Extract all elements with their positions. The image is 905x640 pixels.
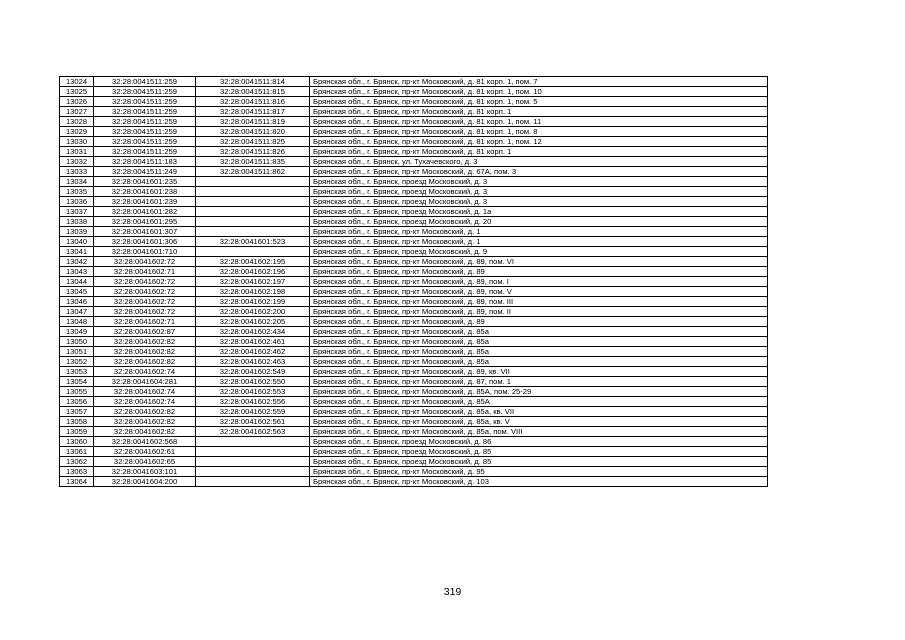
address-cell: Брянская обл., г. Брянск, пр-кт Московский, д. 67А, пом. 3	[310, 167, 768, 177]
address-cell: Брянская обл., г. Брянск, проезд Московский, д. 3	[310, 177, 768, 187]
cadastral-object-cell: 32:28:0041602:550	[196, 377, 310, 387]
cadastral-parcel-cell: 32:28:0041601:239	[94, 197, 196, 207]
address-cell: Брянская обл., г. Брянск, проезд Московский, д. 3	[310, 187, 768, 197]
table-row	[60, 367, 768, 377]
row-number-cell: 13027	[60, 107, 94, 117]
cadastral-parcel-cell: 32:28:0041602:87	[94, 327, 196, 337]
table-row	[60, 267, 768, 277]
row-number-cell: 13059	[60, 427, 94, 437]
cadastral-parcel-cell: 32:28:0041601:307	[94, 227, 196, 237]
row-number-cell: 13029	[60, 127, 94, 137]
address-cell: Брянская обл., г. Брянск, пр-кт Московский, д. 85а	[310, 357, 768, 367]
address-cell: Брянская обл., г. Брянск, пр-кт Московский, д. 85а	[310, 347, 768, 357]
cadastral-object-cell: 32:28:0041602:198	[196, 287, 310, 297]
address-cell: Брянская обл., г. Брянск, пр-кт Московский, д. 89, пом. V	[310, 287, 768, 297]
cadastral-parcel-cell: 32:28:0041511:259	[94, 97, 196, 107]
table-row	[60, 407, 768, 417]
cadastral-object-cell: 32:28:0041602:556	[196, 397, 310, 407]
cadastral-object-cell	[196, 187, 310, 197]
cadastral-parcel-cell: 32:28:0041602:74	[94, 387, 196, 397]
cadastral-parcel-cell: 32:28:0041602:72	[94, 297, 196, 307]
cadastral-object-cell	[196, 247, 310, 257]
table-row	[60, 197, 768, 207]
table-row	[60, 97, 768, 107]
cadastral-object-cell: 32:28:0041602:561	[196, 417, 310, 427]
row-number-cell: 13055	[60, 387, 94, 397]
cadastral-object-cell: 32:28:0041511:820	[196, 127, 310, 137]
cadastral-parcel-cell: 32:28:0041511:259	[94, 127, 196, 137]
table-row	[60, 157, 768, 167]
table-row	[60, 397, 768, 407]
cadastral-parcel-cell: 32:28:0041602:72	[94, 257, 196, 267]
cadastral-parcel-cell: 32:28:0041511:259	[94, 117, 196, 127]
row-number-cell: 13026	[60, 97, 94, 107]
cadastral-parcel-cell: 32:28:0041511:249	[94, 167, 196, 177]
cadastral-object-cell: 32:28:0041602:434	[196, 327, 310, 337]
cadastral-parcel-cell: 32:28:0041601:295	[94, 217, 196, 227]
cadastral-parcel-cell: 32:28:0041602:65	[94, 457, 196, 467]
cadastral-object-cell	[196, 177, 310, 187]
cadastral-object-cell: 32:28:0041511:814	[196, 77, 310, 87]
cadastral-parcel-cell: 32:28:0041602:61	[94, 447, 196, 457]
table-row	[60, 347, 768, 357]
row-number-cell: 13039	[60, 227, 94, 237]
cadastral-parcel-cell: 32:28:0041601:282	[94, 207, 196, 217]
cadastral-parcel-cell: 32:28:0041604:200	[94, 477, 196, 487]
row-number-cell: 13028	[60, 117, 94, 127]
address-cell: Брянская обл., г. Брянск, пр-кт Московский, д. 81 корп. 1, пом. 8	[310, 127, 768, 137]
cadastral-parcel-cell: 32:28:0041602:568	[94, 437, 196, 447]
address-cell: Брянская обл., г. Брянск, пр-кт Московский, д. 103	[310, 477, 768, 487]
cadastral-parcel-cell: 32:28:0041604:281	[94, 377, 196, 387]
table-row	[60, 107, 768, 117]
cadastral-parcel-cell: 32:28:0041511:259	[94, 107, 196, 117]
address-cell: Брянская обл., г. Брянск, проезд Московский, д. 20	[310, 217, 768, 227]
row-number-cell: 13032	[60, 157, 94, 167]
registry-table	[59, 76, 768, 487]
cadastral-parcel-cell: 32:28:0041601:238	[94, 187, 196, 197]
address-cell: Брянская обл., г. Брянск, проезд Московский, д. 85	[310, 447, 768, 457]
address-cell: Брянская обл., г. Брянск, пр-кт Московский, д. 85а	[310, 327, 768, 337]
address-cell: Брянская обл., г. Брянск, пр-кт Московский, д. 81 корп. 1, пом. 11	[310, 117, 768, 127]
cadastral-object-cell: 32:28:0041602:196	[196, 267, 310, 277]
table-row	[60, 177, 768, 187]
cadastral-parcel-cell: 32:28:0041602:82	[94, 417, 196, 427]
address-cell: Брянская обл., г. Брянск, пр-кт Московский, д. 89, кв. VII	[310, 367, 768, 377]
row-number-cell: 13062	[60, 457, 94, 467]
cadastral-parcel-cell: 32:28:0041603:101	[94, 467, 196, 477]
cadastral-parcel-cell: 32:28:0041602:82	[94, 407, 196, 417]
row-number-cell: 13036	[60, 197, 94, 207]
cadastral-parcel-cell: 32:28:0041602:72	[94, 287, 196, 297]
table-row	[60, 337, 768, 347]
row-number-cell: 13052	[60, 357, 94, 367]
cadastral-object-cell	[196, 437, 310, 447]
table-row	[60, 287, 768, 297]
cadastral-parcel-cell: 32:28:0041602:72	[94, 307, 196, 317]
cadastral-object-cell: 32:28:0041511:862	[196, 167, 310, 177]
address-cell: Брянская обл., г. Брянск, пр-кт Московский, д. 85А, пом. 25-29	[310, 387, 768, 397]
address-cell: Брянская обл., г. Брянск, пр-кт Московский, д. 81 корп. 1, пом. 10	[310, 87, 768, 97]
address-cell: Брянская обл., г. Брянск, проезд Московский, д. 1а	[310, 207, 768, 217]
table-row	[60, 207, 768, 217]
row-number-cell: 13044	[60, 277, 94, 287]
cadastral-object-cell: 32:28:0041602:559	[196, 407, 310, 417]
table-row	[60, 377, 768, 387]
address-cell: Брянская обл., г. Брянск, пр-кт Московский, д. 87, пом. 1	[310, 377, 768, 387]
row-number-cell: 13042	[60, 257, 94, 267]
table-row	[60, 437, 768, 447]
row-number-cell: 13063	[60, 467, 94, 477]
table-row	[60, 147, 768, 157]
cadastral-parcel-cell: 32:28:0041602:82	[94, 427, 196, 437]
address-cell: Брянская обл., г. Брянск, пр-кт Московский, д. 89, пом. I	[310, 277, 768, 287]
cadastral-object-cell: 32:28:0041602:195	[196, 257, 310, 267]
address-cell: Брянская обл., г. Брянск, проезд Московский, д. 3	[310, 197, 768, 207]
cadastral-object-cell	[196, 227, 310, 237]
cadastral-object-cell	[196, 447, 310, 457]
cadastral-object-cell: 32:28:0041602:200	[196, 307, 310, 317]
row-number-cell: 13057	[60, 407, 94, 417]
cadastral-object-cell: 32:28:0041511:817	[196, 107, 310, 117]
cadastral-object-cell: 32:28:0041602:563	[196, 427, 310, 437]
table-row	[60, 447, 768, 457]
row-number-cell: 13050	[60, 337, 94, 347]
row-number-cell: 13030	[60, 137, 94, 147]
row-number-cell: 13049	[60, 327, 94, 337]
cadastral-parcel-cell: 32:28:0041601:710	[94, 247, 196, 257]
address-cell: Брянская обл., г. Брянск, пр-кт Московский, д. 85а, пом. VIII	[310, 427, 768, 437]
cadastral-object-cell: 32:28:0041602:462	[196, 347, 310, 357]
row-number-cell: 13061	[60, 447, 94, 457]
cadastral-object-cell: 32:28:0041511:835	[196, 157, 310, 167]
address-cell: Брянская обл., г. Брянск, проезд Московский, д. 86	[310, 437, 768, 447]
row-number-cell: 13060	[60, 437, 94, 447]
cadastral-object-cell: 32:28:0041511:825	[196, 137, 310, 147]
cadastral-object-cell	[196, 217, 310, 227]
address-cell: Брянская обл., г. Брянск, ул. Тухачевского, д. 3	[310, 157, 768, 167]
row-number-cell: 13045	[60, 287, 94, 297]
row-number-cell: 13054	[60, 377, 94, 387]
row-number-cell: 13033	[60, 167, 94, 177]
table-row	[60, 457, 768, 467]
address-cell: Брянская обл., г. Брянск, пр-кт Московский, д. 85а, кв. VII	[310, 407, 768, 417]
cadastral-object-cell: 32:28:0041602:205	[196, 317, 310, 327]
row-number-cell: 13048	[60, 317, 94, 327]
address-cell: Брянская обл., г. Брянск, пр-кт Московский, д. 89, пом. II	[310, 307, 768, 317]
cadastral-parcel-cell: 32:28:0041602:82	[94, 337, 196, 347]
cadastral-object-cell	[196, 467, 310, 477]
row-number-cell: 13037	[60, 207, 94, 217]
row-number-cell: 13041	[60, 247, 94, 257]
address-cell: Брянская обл., г. Брянск, пр-кт Московский, д. 89	[310, 317, 768, 327]
cadastral-parcel-cell: 32:28:0041602:74	[94, 397, 196, 407]
address-cell: Брянская обл., г. Брянск, пр-кт Московский, д. 81 корп. 1	[310, 107, 768, 117]
cadastral-parcel-cell: 32:28:0041602:82	[94, 347, 196, 357]
cadastral-parcel-cell: 32:28:0041601:235	[94, 177, 196, 187]
table-row	[60, 117, 768, 127]
address-cell: Брянская обл., г. Брянск, пр-кт Московский, д. 81 корп. 1	[310, 147, 768, 157]
table-row	[60, 87, 768, 97]
page-number: 319	[443, 586, 462, 598]
cadastral-object-cell: 32:28:0041511:826	[196, 147, 310, 157]
cadastral-object-cell	[196, 207, 310, 217]
cadastral-object-cell: 32:28:0041602:461	[196, 337, 310, 347]
cadastral-parcel-cell: 32:28:0041602:71	[94, 267, 196, 277]
table-row	[60, 317, 768, 327]
row-number-cell: 13031	[60, 147, 94, 157]
cadastral-parcel-cell: 32:28:0041511:259	[94, 77, 196, 87]
cadastral-parcel-cell: 32:28:0041511:259	[94, 137, 196, 147]
row-number-cell: 13040	[60, 237, 94, 247]
cadastral-object-cell	[196, 197, 310, 207]
table-row	[60, 297, 768, 307]
address-cell: Брянская обл., г. Брянск, пр-кт Московский, д. 81 корп. 1, пом. 12	[310, 137, 768, 147]
cadastral-object-cell: 32:28:0041511:819	[196, 117, 310, 127]
table-row	[60, 327, 768, 337]
table-row	[60, 227, 768, 237]
cadastral-object-cell: 32:28:0041601:523	[196, 237, 310, 247]
cadastral-object-cell: 32:28:0041602:549	[196, 367, 310, 377]
row-number-cell: 13025	[60, 87, 94, 97]
table-row	[60, 247, 768, 257]
cadastral-object-cell: 32:28:0041511:815	[196, 87, 310, 97]
cadastral-parcel-cell: 32:28:0041601:306	[94, 237, 196, 247]
table-row	[60, 257, 768, 267]
row-number-cell: 13034	[60, 177, 94, 187]
row-number-cell: 13038	[60, 217, 94, 227]
address-cell: Брянская обл., г. Брянск, проезд Московский, д. 85	[310, 457, 768, 467]
row-number-cell: 13046	[60, 297, 94, 307]
address-cell: Брянская обл., г. Брянск, пр-кт Московский, д. 81 корп. 1, пом. 7	[310, 77, 768, 87]
row-number-cell: 13053	[60, 367, 94, 377]
registry-table-body	[60, 77, 768, 487]
table-row	[60, 307, 768, 317]
address-cell: Брянская обл., г. Брянск, пр-кт Московский, д. 1	[310, 227, 768, 237]
address-cell: Брянская обл., г. Брянск, пр-кт Московский, д. 85а	[310, 337, 768, 347]
table-row	[60, 77, 768, 87]
cadastral-parcel-cell: 32:28:0041511:183	[94, 157, 196, 167]
address-cell: Брянская обл., г. Брянск, проезд Московский, д. 9	[310, 247, 768, 257]
address-cell: Брянская обл., г. Брянск, пр-кт Московский, д. 1	[310, 237, 768, 247]
row-number-cell: 13064	[60, 477, 94, 487]
address-cell: Брянская обл., г. Брянск, пр-кт Московский, д. 95	[310, 467, 768, 477]
table-row	[60, 427, 768, 437]
cadastral-object-cell: 32:28:0041602:553	[196, 387, 310, 397]
cadastral-object-cell	[196, 457, 310, 467]
cadastral-parcel-cell: 32:28:0041602:72	[94, 277, 196, 287]
cadastral-object-cell: 32:28:0041511:816	[196, 97, 310, 107]
cadastral-object-cell: 32:28:0041602:197	[196, 277, 310, 287]
cadastral-parcel-cell: 32:28:0041511:259	[94, 147, 196, 157]
address-cell: Брянская обл., г. Брянск, пр-кт Московский, д. 81 корп. 1, пом. 5	[310, 97, 768, 107]
table-row	[60, 467, 768, 477]
table-row	[60, 277, 768, 287]
table-row	[60, 217, 768, 227]
table-row	[60, 127, 768, 137]
table-row	[60, 357, 768, 367]
row-number-cell: 13056	[60, 397, 94, 407]
cadastral-object-cell: 32:28:0041602:199	[196, 297, 310, 307]
table-row	[60, 167, 768, 177]
address-cell: Брянская обл., г. Брянск, пр-кт Московский, д. 89	[310, 267, 768, 277]
table-row	[60, 137, 768, 147]
cadastral-parcel-cell: 32:28:0041602:71	[94, 317, 196, 327]
cadastral-parcel-cell: 32:28:0041602:74	[94, 367, 196, 377]
row-number-cell: 13047	[60, 307, 94, 317]
row-number-cell: 13024	[60, 77, 94, 87]
cadastral-parcel-cell: 32:28:0041511:259	[94, 87, 196, 97]
address-cell: Брянская обл., г. Брянск, пр-кт Московский, д. 85а, кв. V	[310, 417, 768, 427]
table-row	[60, 387, 768, 397]
row-number-cell: 13051	[60, 347, 94, 357]
table-row	[60, 237, 768, 247]
address-cell: Брянская обл., г. Брянск, пр-кт Московский, д. 85А	[310, 397, 768, 407]
address-cell: Брянская обл., г. Брянск, пр-кт Московский, д. 89, пом. III	[310, 297, 768, 307]
table-row	[60, 417, 768, 427]
row-number-cell: 13035	[60, 187, 94, 197]
table-row	[60, 477, 768, 487]
table-row	[60, 187, 768, 197]
cadastral-object-cell: 32:28:0041602:463	[196, 357, 310, 367]
row-number-cell: 13058	[60, 417, 94, 427]
address-cell: Брянская обл., г. Брянск, пр-кт Московский, д. 89, пом. VI	[310, 257, 768, 267]
cadastral-parcel-cell: 32:28:0041602:82	[94, 357, 196, 367]
row-number-cell: 13043	[60, 267, 94, 277]
cadastral-object-cell	[196, 477, 310, 487]
